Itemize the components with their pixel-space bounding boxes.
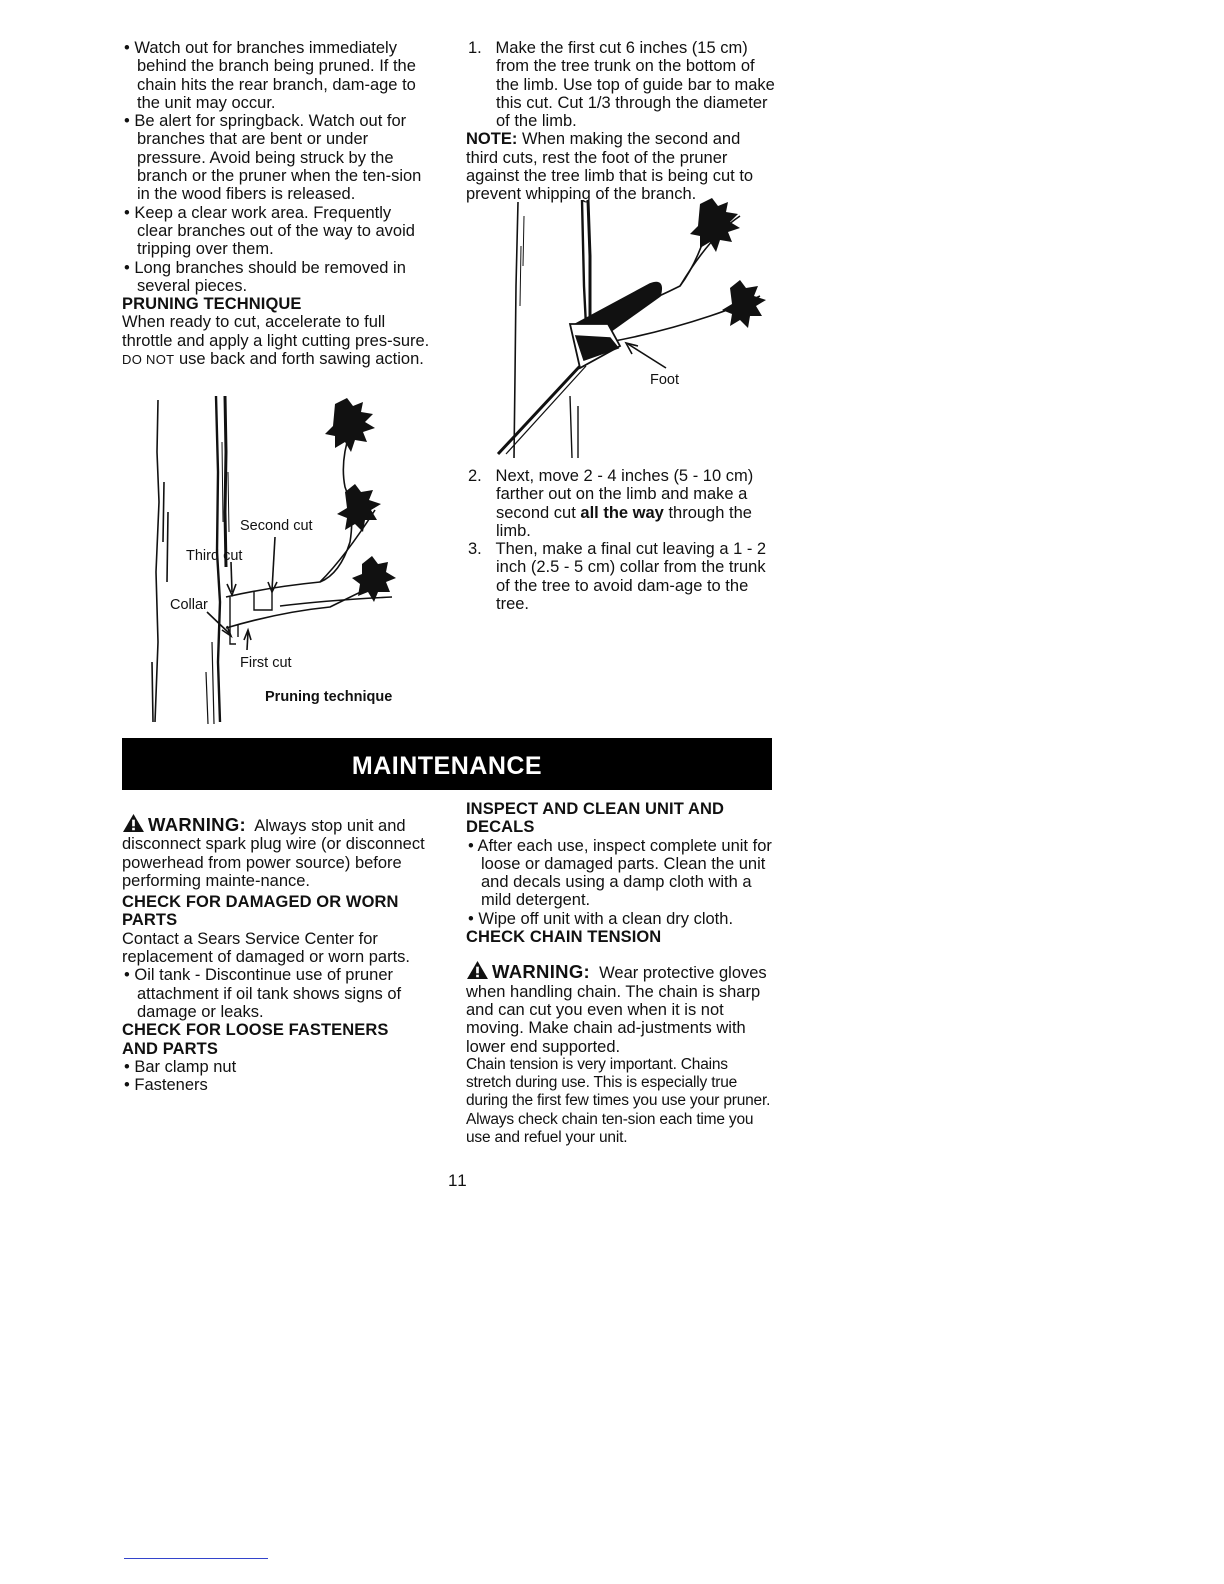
warning-label: WARNING: [148, 814, 246, 835]
list-item: • After each use, inspect complete unit for loose or damaged parts. Clean the unit and decals using a damp cloth with a mild detergent. [468, 836, 772, 910]
warning-label: WARNING: [492, 961, 590, 983]
pruning-technique-illustration [130, 392, 430, 724]
pruning-technique-figure [130, 392, 430, 724]
right-top-column [466, 39, 776, 204]
left-top-column [122, 39, 430, 369]
figure-caption: Pruning technique [265, 689, 393, 705]
maintenance-left-column [122, 813, 428, 1094]
do-not-emphasis: DO NOT [122, 352, 175, 368]
warning-triangle-icon [466, 960, 489, 980]
note-label: NOTE: [466, 130, 518, 149]
pruner-foot-illustration [480, 196, 780, 458]
label-second-cut: Second cut [240, 518, 313, 534]
damaged-parts-text: Contact a Sears Service Center for replacement of damaged or worn parts. [122, 929, 410, 967]
label-third-cut: Third cut [186, 548, 243, 564]
list-item: • Be alert for springback. Watch out for branches that are bent or under pressure. Avoid being struck by the branch or the pruner when the ten-sion in the wood fibers is released. [124, 112, 422, 204]
warning-paragraph: WARNING: Wear protective gloves when handling chain. The chain is sharp and can cut you even when it is not moving. Make chain ad-justments with lower end supported. [466, 961, 767, 1056]
inspect-clean-heading: INSPECT AND CLEAN UNIT AND DECALS [466, 800, 725, 837]
chain-tension-heading: CHECK CHAIN TENSION [466, 928, 662, 947]
page-number: 11 [448, 1171, 468, 1190]
right-steps-column [466, 467, 776, 613]
maintenance-banner: MAINTENANCE [122, 738, 772, 790]
list-item: • Long branches should be removed in several pieces. [124, 258, 406, 295]
pruner-foot-figure [480, 196, 780, 458]
list-item: • Bar clamp nut [124, 1057, 237, 1076]
pruning-paragraph: When ready to cut, accelerate to full throttle and apply a light cutting pres-sure. DO NOT use back and forth sawing action. [122, 313, 430, 369]
list-item: 2. Next, move 2 - 4 inches (5 - 10 cm) farther out on the limb and make a second cut all the way through the limb. [468, 467, 754, 540]
list-item: 1. Make the first cut 6 inches (15 cm) from the tree trunk on the bottom of the limb. Use top of guide bar to make this cut. Cut 1/3 through the diameter of the limb. [468, 39, 775, 131]
label-foot: Foot [650, 372, 680, 388]
list-item: • Keep a clear work area. Frequently clear branches out of the way to avoid tripping over them. [124, 203, 415, 259]
chain-tension-text: Chain tension is very important. Chains stretch during use. This is especially true during the first few times you use your pruner. Always check chain ten-sion each time you use and refuel your unit. [466, 1055, 771, 1147]
note-paragraph: NOTE: When making the second and third cuts, rest the foot of the pruner against the tree limb that is being cut to prevent whipping of the branch. [466, 130, 754, 204]
list-item: • Watch out for branches immediately behind the branch being pruned. If the chain hits the rear branch, dam-age to the unit may occur. [124, 39, 416, 112]
damaged-parts-heading: CHECK FOR DAMAGED OR WORN PARTS [122, 893, 399, 930]
list-item: • Fasteners [124, 1076, 208, 1095]
list-item: 3. Then, make a final cut leaving a 1 - 2 inch (2.5 - 5 cm) collar from the trunk of the tree to avoid dam-age to the tree. [468, 540, 767, 614]
pruning-heading: PRUNING TECHNIQUE [122, 295, 302, 314]
list-item: • Oil tank - Discontinue use of pruner attachment if oil tank shows signs of damage or leaks. [124, 966, 402, 1021]
footer-rule [124, 1558, 268, 1559]
warning-paragraph: WARNING: Always stop unit and disconnect spark plug wire (or disconnect powerhead from power source) before performing mainte-nance. [122, 814, 425, 890]
label-collar: Collar [170, 597, 208, 613]
maintenance-right-column [466, 800, 776, 1147]
warning-triangle-icon [122, 813, 145, 833]
label-first-cut: First cut [240, 655, 292, 671]
loose-fasteners-heading: CHECK FOR LOOSE FASTENERS AND PARTS [122, 1021, 389, 1058]
list-item: • Wipe off unit with a clean dry cloth. [468, 909, 734, 928]
